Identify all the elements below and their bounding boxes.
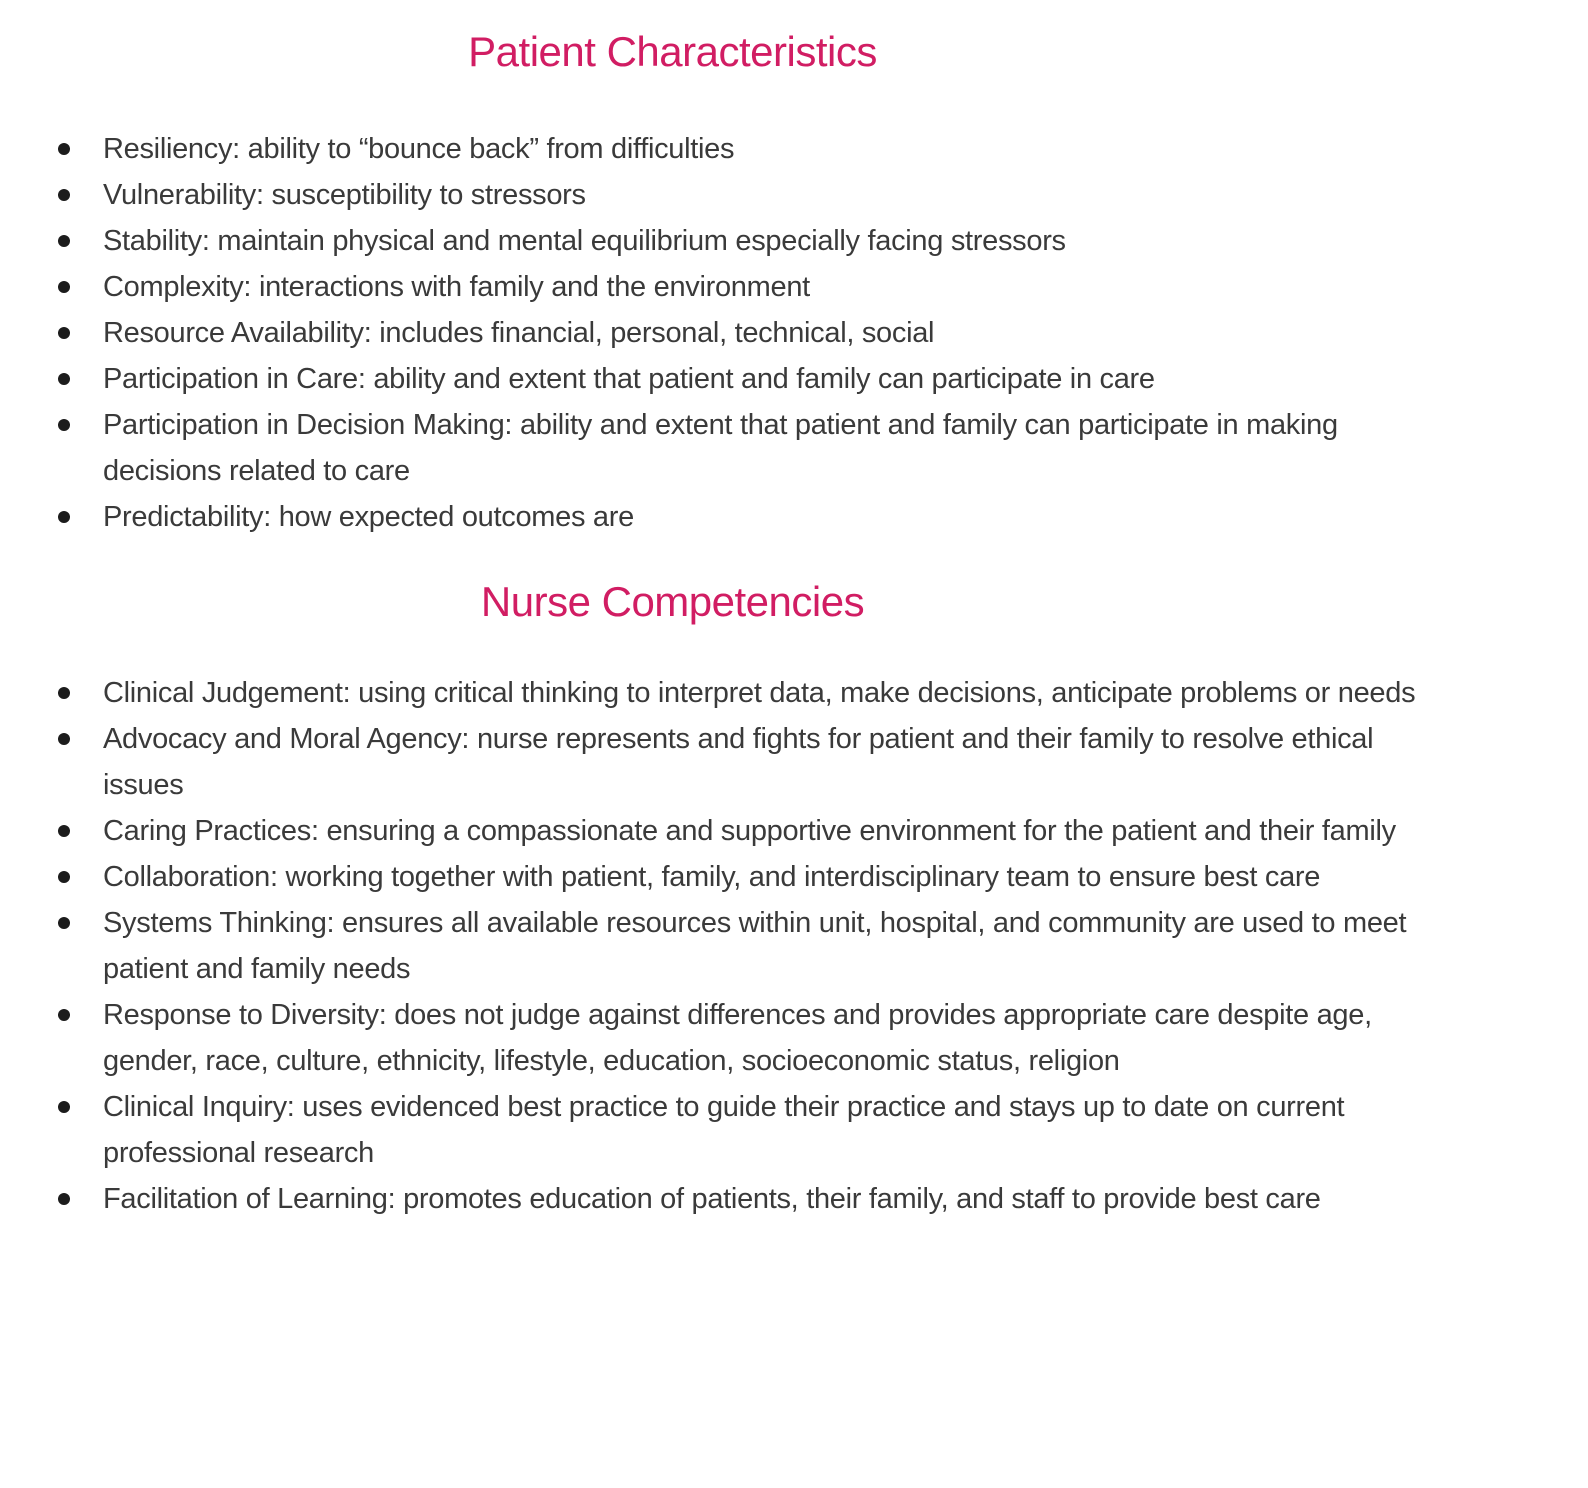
section-title-patient-characteristics: Patient Characteristics <box>468 28 877 75</box>
list-item <box>55 1084 1433 1176</box>
list-item <box>55 1176 1433 1222</box>
list-item-text: Complexity: interactions with family and the environment <box>103 271 810 303</box>
bullet-icon <box>58 825 70 837</box>
list-item-text: Clinical Inquiry: uses evidenced best practice to guide their practice and stays up to date on current professional research <box>103 1091 1345 1169</box>
list-item-text: Facilitation of Learning: promotes education of patients, their family, and staff to provide best care <box>103 1183 1321 1215</box>
section-title-nurse-competencies: Nurse Competencies <box>480 578 865 625</box>
list-item <box>55 900 1433 992</box>
list-item <box>55 172 1433 218</box>
list-item <box>55 854 1433 900</box>
nurse-competencies-list <box>55 670 1433 1222</box>
list-item <box>55 402 1433 494</box>
bullet-icon <box>58 189 70 201</box>
bullet-icon <box>58 235 70 247</box>
bullet-icon <box>58 1193 70 1205</box>
list-item <box>55 126 1433 172</box>
list-item <box>55 494 1433 540</box>
list-item-text: Clinical Judgement: using critical thinking to interpret data, make decisions, anticipate problems or needs <box>103 677 1416 709</box>
list-item-text: Collaboration: working together with patient, family, and interdisciplinary team to ensure best care <box>103 861 1321 893</box>
list-item-text: Response to Diversity: does not judge against differences and provides appropriate care despite age, gender, race, culture, ethnicity, lifestyle, education, socioeconomic status, religion <box>103 999 1372 1077</box>
list-item-text: Resource Availability: includes financial, personal, technical, social <box>103 317 935 349</box>
bullet-icon <box>58 281 70 293</box>
list-item <box>55 716 1433 808</box>
bullet-icon <box>58 871 70 883</box>
list-item <box>55 670 1433 716</box>
bullet-icon <box>58 733 70 745</box>
list-item-text: Stability: maintain physical and mental equilibrium especially facing stressors <box>103 225 1066 257</box>
list-item-text: Participation in Care: ability and extent that patient and family can participate in care <box>103 363 1155 395</box>
list-item-text: Resiliency: ability to “bounce back” from difficulties <box>103 133 735 165</box>
list-item <box>55 808 1433 854</box>
list-item-text: Systems Thinking: ensures all available resources within unit, hospital, and community are used to meet patient and family needs <box>103 907 1407 985</box>
list-item-text: Advocacy and Moral Agency: nurse represents and fights for patient and their family to resolve ethical issues <box>103 723 1374 801</box>
bullet-icon <box>58 1101 70 1113</box>
list-item-text: Caring Practices: ensuring a compassionate and supportive environment for the patient and their family <box>103 815 1396 847</box>
patient-characteristics-list <box>55 126 1433 540</box>
bullet-icon <box>58 511 70 523</box>
bullet-icon <box>58 917 70 929</box>
bullet-icon <box>58 143 70 155</box>
list-item <box>55 356 1433 402</box>
list-item <box>55 310 1433 356</box>
bullet-icon <box>58 1009 70 1021</box>
list-item-text: Predictability: how expected outcomes are <box>103 501 634 533</box>
list-item <box>55 992 1433 1084</box>
list-item <box>55 264 1433 310</box>
bullet-icon <box>58 327 70 339</box>
bullet-icon <box>58 419 70 431</box>
bullet-icon <box>58 373 70 385</box>
list-item-text: Participation in Decision Making: ability and extent that patient and family can participate in making decisions related to care <box>103 409 1338 487</box>
list-item-text: Vulnerability: susceptibility to stressors <box>103 179 586 211</box>
bullet-icon <box>58 687 70 699</box>
list-item <box>55 218 1433 264</box>
